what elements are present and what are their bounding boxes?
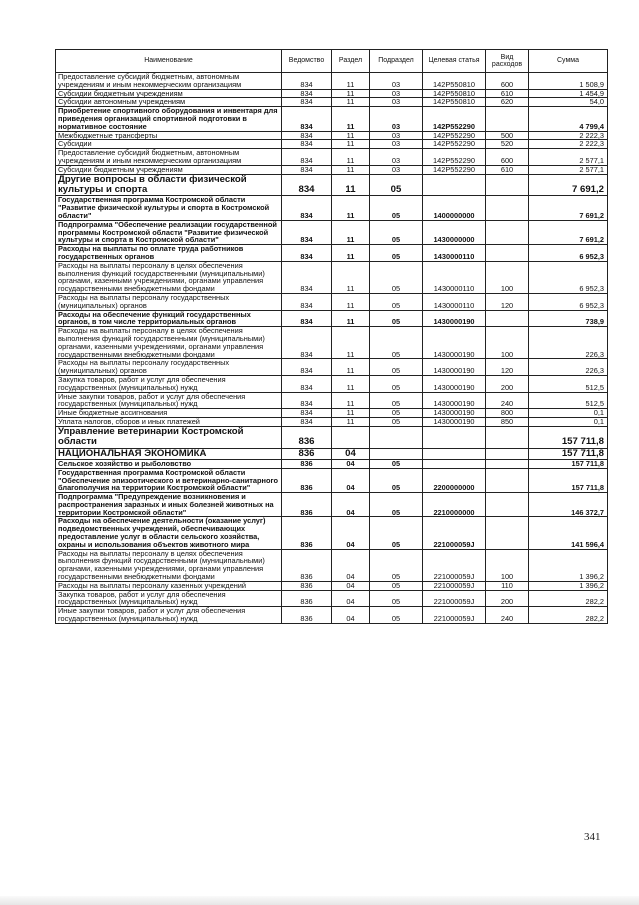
cell-text: Управление ветеринарии Костромской области xyxy=(56,426,282,448)
cell-target: 221000059J xyxy=(423,581,486,590)
cell-text: Сельское хозяйство и рыболовство xyxy=(56,459,282,468)
cell-sub: 05 xyxy=(370,310,423,327)
cell-target: 1430000190 xyxy=(423,327,486,359)
cell-dept: 834 xyxy=(282,359,332,376)
cell-text: Иные бюджетные ассигнования xyxy=(56,409,282,418)
cell-target: 142P550810 xyxy=(423,73,486,90)
cell-text: Другие вопросы в области физической культуры и спорта xyxy=(56,174,282,196)
cell-sec: 11 xyxy=(332,220,370,244)
cell-target xyxy=(423,459,486,468)
cell-sum: 157 711,8 xyxy=(529,468,608,492)
cell-target xyxy=(423,426,486,448)
table-row xyxy=(56,73,608,90)
cell-sec: 11 xyxy=(332,245,370,262)
table-row xyxy=(56,590,608,607)
cell-type: 240 xyxy=(486,607,529,624)
cell-sum: 157 711,8 xyxy=(529,426,608,448)
cell-dept: 836 xyxy=(282,468,332,492)
table-row xyxy=(56,107,608,131)
cell-sec: 11 xyxy=(332,409,370,418)
cell-text: Расходы на выплаты персоналу в целях обеспечения выполнения функций государственными (муниципальными) органами, казенными учреждениями, органами управления государственными внебюджетными фондами xyxy=(56,261,282,293)
table-row xyxy=(56,581,608,590)
cell-text: Расходы на выплаты по оплате труда работников государственных органов xyxy=(56,245,282,262)
cell-sec: 11 xyxy=(332,98,370,107)
cell-type: 200 xyxy=(486,375,529,392)
cell-text: Предоставление субсидий бюджетным, автономным учреждениям и иным некоммерческим организациям xyxy=(56,73,282,90)
cell-sub: 03 xyxy=(370,73,423,90)
cell-sum: 7 691,2 xyxy=(529,220,608,244)
cell-target: 221000059J xyxy=(423,517,486,549)
cell-sub: 05 xyxy=(370,493,423,517)
cell-sec: 11 xyxy=(332,196,370,220)
cell-sec: 11 xyxy=(332,293,370,310)
cell-sec: 11 xyxy=(332,107,370,131)
cell-dept: 836 xyxy=(282,459,332,468)
cell-type: 800 xyxy=(486,409,529,418)
cell-sum: 282,2 xyxy=(529,590,608,607)
cell-target: 221000059J xyxy=(423,590,486,607)
cell-type xyxy=(486,196,529,220)
cell-sub: 03 xyxy=(370,107,423,131)
cell-sub: 05 xyxy=(370,409,423,418)
cell-dept: 836 xyxy=(282,549,332,581)
cell-sub: 05 xyxy=(370,220,423,244)
cell-dept: 834 xyxy=(282,165,332,174)
cell-sum: 1 396,2 xyxy=(529,581,608,590)
cell-sub: 05 xyxy=(370,590,423,607)
cell-text: Субсидии бюджетным учреждениям xyxy=(56,165,282,174)
cell-sec: 11 xyxy=(332,359,370,376)
table-row xyxy=(56,468,608,492)
cell-text: Уплата налогов, сборов и иных платежей xyxy=(56,417,282,426)
cell-dept: 834 xyxy=(282,409,332,418)
cell-target: 2200000000 xyxy=(423,468,486,492)
table-row xyxy=(56,327,608,359)
table-row xyxy=(56,448,608,459)
cell-sec: 11 xyxy=(332,174,370,196)
table-row xyxy=(56,459,608,468)
table-row xyxy=(56,426,608,448)
cell-sec: 04 xyxy=(332,590,370,607)
cell-dept: 834 xyxy=(282,245,332,262)
cell-sum: 4 799,4 xyxy=(529,107,608,131)
cell-sec: 11 xyxy=(332,327,370,359)
cell-dept: 834 xyxy=(282,107,332,131)
cell-sum: 2 577,1 xyxy=(529,165,608,174)
cell-sub: 05 xyxy=(370,468,423,492)
cell-sub: 05 xyxy=(370,375,423,392)
cell-sum: 2 222,3 xyxy=(529,140,608,149)
cell-sum: 2 222,3 xyxy=(529,131,608,140)
cell-text: Межбюджетные трансферты xyxy=(56,131,282,140)
cell-type: 100 xyxy=(486,261,529,293)
cell-sec: 11 xyxy=(332,131,370,140)
cell-dept: 834 xyxy=(282,392,332,409)
table-row xyxy=(56,607,608,624)
cell-dept: 834 xyxy=(282,98,332,107)
cell-type xyxy=(486,448,529,459)
cell-type xyxy=(486,426,529,448)
cell-target: 142P550810 xyxy=(423,98,486,107)
cell-dept: 836 xyxy=(282,517,332,549)
cell-type: 110 xyxy=(486,581,529,590)
budget-table xyxy=(55,49,608,624)
cell-dept: 834 xyxy=(282,375,332,392)
cell-dept: 836 xyxy=(282,590,332,607)
cell-sub: 03 xyxy=(370,149,423,166)
cell-text: НАЦИОНАЛЬНАЯ ЭКОНОМИКА xyxy=(56,448,282,459)
cell-type: 600 xyxy=(486,73,529,90)
cell-sub: 05 xyxy=(370,549,423,581)
header-dept: Ведомство xyxy=(282,50,332,73)
header-subsection: Подраздел xyxy=(370,50,423,73)
cell-dept: 836 xyxy=(282,426,332,448)
cell-type xyxy=(486,245,529,262)
cell-sum: 512,5 xyxy=(529,375,608,392)
cell-sum: 157 711,8 xyxy=(529,459,608,468)
cell-dept: 836 xyxy=(282,448,332,459)
cell-sum: 6 952,3 xyxy=(529,261,608,293)
scan-bottom-edge xyxy=(0,896,639,905)
table-row xyxy=(56,245,608,262)
header-name: Наименование xyxy=(56,50,282,73)
cell-dept: 834 xyxy=(282,196,332,220)
cell-sub: 05 xyxy=(370,327,423,359)
cell-type: 240 xyxy=(486,392,529,409)
cell-type: 100 xyxy=(486,549,529,581)
cell-dept: 834 xyxy=(282,327,332,359)
cell-target: 142P550810 xyxy=(423,89,486,98)
cell-type: 610 xyxy=(486,89,529,98)
cell-sum: 6 952,3 xyxy=(529,293,608,310)
cell-type: 850 xyxy=(486,417,529,426)
cell-target: 1430000190 xyxy=(423,417,486,426)
table-row xyxy=(56,220,608,244)
cell-text: Иные закупки товаров, работ и услуг для обеспечения государственных (муниципальных) нужд xyxy=(56,607,282,624)
cell-type: 600 xyxy=(486,149,529,166)
cell-text: Расходы на выплаты персоналу казенных учреждений xyxy=(56,581,282,590)
cell-target: 1430000190 xyxy=(423,310,486,327)
cell-sub: 03 xyxy=(370,131,423,140)
cell-target: 1430000190 xyxy=(423,375,486,392)
cell-sum: 226,3 xyxy=(529,359,608,376)
cell-text: Иные закупки товаров, работ и услуг для обеспечения государственных (муниципальных) нужд xyxy=(56,392,282,409)
cell-dept: 834 xyxy=(282,89,332,98)
cell-sec: 11 xyxy=(332,392,370,409)
cell-sec: 04 xyxy=(332,493,370,517)
cell-sum: 2 577,1 xyxy=(529,149,608,166)
table-header-row xyxy=(56,50,608,73)
cell-sum: 0,1 xyxy=(529,409,608,418)
table-row xyxy=(56,417,608,426)
cell-text: Субсидии автономным учреждениям xyxy=(56,98,282,107)
cell-sec: 11 xyxy=(332,89,370,98)
page-number: 341 xyxy=(584,831,601,843)
cell-target: 142P552290 xyxy=(423,165,486,174)
table-row xyxy=(56,310,608,327)
cell-text: Субсидии xyxy=(56,140,282,149)
cell-sub: 03 xyxy=(370,98,423,107)
cell-sub: 03 xyxy=(370,140,423,149)
cell-type xyxy=(486,468,529,492)
cell-dept: 834 xyxy=(282,220,332,244)
cell-sum: 54,0 xyxy=(529,98,608,107)
table-row xyxy=(56,392,608,409)
cell-target: 142P552290 xyxy=(423,140,486,149)
table-row xyxy=(56,359,608,376)
cell-type xyxy=(486,174,529,196)
cell-type xyxy=(486,517,529,549)
cell-sub: 05 xyxy=(370,261,423,293)
cell-dept: 836 xyxy=(282,493,332,517)
cell-sum: 146 372,7 xyxy=(529,493,608,517)
cell-sum: 1 508,9 xyxy=(529,73,608,90)
cell-target: 1430000000 xyxy=(423,220,486,244)
cell-target: 1430000110 xyxy=(423,245,486,262)
cell-sec: 11 xyxy=(332,73,370,90)
cell-type xyxy=(486,220,529,244)
table-row xyxy=(56,131,608,140)
cell-type: 100 xyxy=(486,327,529,359)
table-body xyxy=(56,73,608,624)
table-row xyxy=(56,174,608,196)
cell-sub: 05 xyxy=(370,607,423,624)
cell-text: Предоставление субсидий бюджетным, автономным учреждениям и иным некоммерческим организациям xyxy=(56,149,282,166)
cell-target: 1430000190 xyxy=(423,409,486,418)
cell-sec xyxy=(332,426,370,448)
table-row xyxy=(56,549,608,581)
cell-target: 2210000000 xyxy=(423,493,486,517)
cell-sub: 05 xyxy=(370,417,423,426)
cell-text: Государственная программа Костромской области "Развитие физической культуры и спорта в Костромской области" xyxy=(56,196,282,220)
cell-text: Расходы на выплаты персоналу в целях обеспечения выполнения функций государственными (муниципальными) органами, казенными учреждениями, органами управления государственными внебюджетными фондами xyxy=(56,549,282,581)
cell-type: 500 xyxy=(486,131,529,140)
cell-sum: 0,1 xyxy=(529,417,608,426)
table-row xyxy=(56,149,608,166)
cell-dept: 834 xyxy=(282,310,332,327)
cell-target: 1400000000 xyxy=(423,196,486,220)
cell-sec: 11 xyxy=(332,149,370,166)
cell-sum: 7 691,2 xyxy=(529,196,608,220)
cell-sum: 512,5 xyxy=(529,392,608,409)
table-row xyxy=(56,165,608,174)
cell-sum: 7 691,2 xyxy=(529,174,608,196)
table-row xyxy=(56,293,608,310)
cell-dept: 834 xyxy=(282,149,332,166)
cell-sec: 04 xyxy=(332,468,370,492)
cell-text: Расходы на выплаты персоналу государственных (муниципальных) органов xyxy=(56,293,282,310)
cell-sum: 226,3 xyxy=(529,327,608,359)
cell-sub xyxy=(370,448,423,459)
cell-text: Закупка товаров, работ и услуг для обеспечения государственных (муниципальных) нужд xyxy=(56,375,282,392)
cell-sub: 05 xyxy=(370,293,423,310)
cell-sec: 04 xyxy=(332,448,370,459)
header-section: Раздел xyxy=(332,50,370,73)
cell-sub: 05 xyxy=(370,174,423,196)
cell-sum: 738,9 xyxy=(529,310,608,327)
header-sum: Сумма xyxy=(529,50,608,73)
cell-target xyxy=(423,174,486,196)
cell-dept: 834 xyxy=(282,174,332,196)
cell-dept: 834 xyxy=(282,417,332,426)
table-row xyxy=(56,493,608,517)
cell-type: 200 xyxy=(486,590,529,607)
cell-type: 610 xyxy=(486,165,529,174)
cell-dept: 836 xyxy=(282,581,332,590)
cell-target: 142P552290 xyxy=(423,131,486,140)
cell-sub: 05 xyxy=(370,196,423,220)
table-row xyxy=(56,375,608,392)
header-type: Вид расходов xyxy=(486,50,529,73)
cell-sub: 05 xyxy=(370,245,423,262)
cell-sub: 05 xyxy=(370,581,423,590)
cell-target: 1430000110 xyxy=(423,261,486,293)
cell-target: 1430000190 xyxy=(423,392,486,409)
cell-sec: 11 xyxy=(332,310,370,327)
cell-text: Субсидии бюджетным учреждениям xyxy=(56,89,282,98)
cell-type: 120 xyxy=(486,359,529,376)
cell-type xyxy=(486,459,529,468)
cell-target: 142P552290 xyxy=(423,149,486,166)
cell-text: Подпрограмма "Обеспечение реализации государственной программы Костромской области "Развитие физической культуры и спорта в Костромской области" xyxy=(56,220,282,244)
cell-dept: 834 xyxy=(282,293,332,310)
cell-sum: 157 711,8 xyxy=(529,448,608,459)
cell-sub: 05 xyxy=(370,459,423,468)
cell-text: Закупка товаров, работ и услуг для обеспечения государственных (муниципальных) нужд xyxy=(56,590,282,607)
cell-sub: 05 xyxy=(370,392,423,409)
cell-type xyxy=(486,107,529,131)
cell-target: 221000059J xyxy=(423,607,486,624)
cell-sec: 04 xyxy=(332,549,370,581)
cell-sub: 03 xyxy=(370,89,423,98)
cell-sum: 1 396,2 xyxy=(529,549,608,581)
cell-target xyxy=(423,448,486,459)
cell-text: Расходы на обеспечение функций государственных органов, в том числе территориальных органов xyxy=(56,310,282,327)
cell-text: Расходы на выплаты персоналу государственных (муниципальных) органов xyxy=(56,359,282,376)
cell-sub: 03 xyxy=(370,165,423,174)
budget-table-page xyxy=(55,49,607,624)
cell-dept: 834 xyxy=(282,73,332,90)
header-target: Целевая статья xyxy=(423,50,486,73)
cell-sec: 11 xyxy=(332,261,370,293)
cell-sec: 04 xyxy=(332,607,370,624)
cell-type xyxy=(486,310,529,327)
cell-sum: 141 596,4 xyxy=(529,517,608,549)
cell-type xyxy=(486,493,529,517)
cell-sum: 282,2 xyxy=(529,607,608,624)
cell-sec: 11 xyxy=(332,375,370,392)
table-row xyxy=(56,261,608,293)
table-row xyxy=(56,517,608,549)
cell-type: 120 xyxy=(486,293,529,310)
cell-type: 620 xyxy=(486,98,529,107)
cell-target: 221000059J xyxy=(423,549,486,581)
cell-sec: 11 xyxy=(332,165,370,174)
cell-dept: 834 xyxy=(282,131,332,140)
cell-dept: 836 xyxy=(282,607,332,624)
table-row xyxy=(56,196,608,220)
cell-text: Государственная программа Костромской области "Обеспечение эпизоотического и ветеринарно-санитарного благополучия на территории Костромской области" xyxy=(56,468,282,492)
cell-dept: 834 xyxy=(282,261,332,293)
cell-sub xyxy=(370,426,423,448)
cell-dept: 834 xyxy=(282,140,332,149)
cell-sum: 1 454,9 xyxy=(529,89,608,98)
cell-target: 1430000190 xyxy=(423,359,486,376)
cell-text: Подпрограмма "Предупреждение возникновения и распространения заразных и иных болезней животных на территории Костромской области" xyxy=(56,493,282,517)
cell-sec: 11 xyxy=(332,140,370,149)
cell-sum: 6 952,3 xyxy=(529,245,608,262)
cell-type: 520 xyxy=(486,140,529,149)
cell-target: 142P552290 xyxy=(423,107,486,131)
cell-sec: 04 xyxy=(332,581,370,590)
cell-sec: 04 xyxy=(332,517,370,549)
cell-target: 1430000110 xyxy=(423,293,486,310)
cell-text: Приобретение спортивного оборудования и инвентаря для приведения организаций спортивной подготовки в нормативное состояние xyxy=(56,107,282,131)
cell-text: Расходы на обеспечение деятельности (оказание услуг) подведомственных учреждений, обеспечивающих предоставление услуг в области сельского хозяйства, охраны и использования объектов животного мира xyxy=(56,517,282,549)
cell-sec: 11 xyxy=(332,417,370,426)
cell-text: Расходы на выплаты персоналу в целях обеспечения выполнения функций государственными (муниципальными) органами, казенными учреждениями, органами управления государственными внебюджетными фондами xyxy=(56,327,282,359)
cell-sub: 05 xyxy=(370,517,423,549)
cell-sec: 04 xyxy=(332,459,370,468)
cell-sub: 05 xyxy=(370,359,423,376)
